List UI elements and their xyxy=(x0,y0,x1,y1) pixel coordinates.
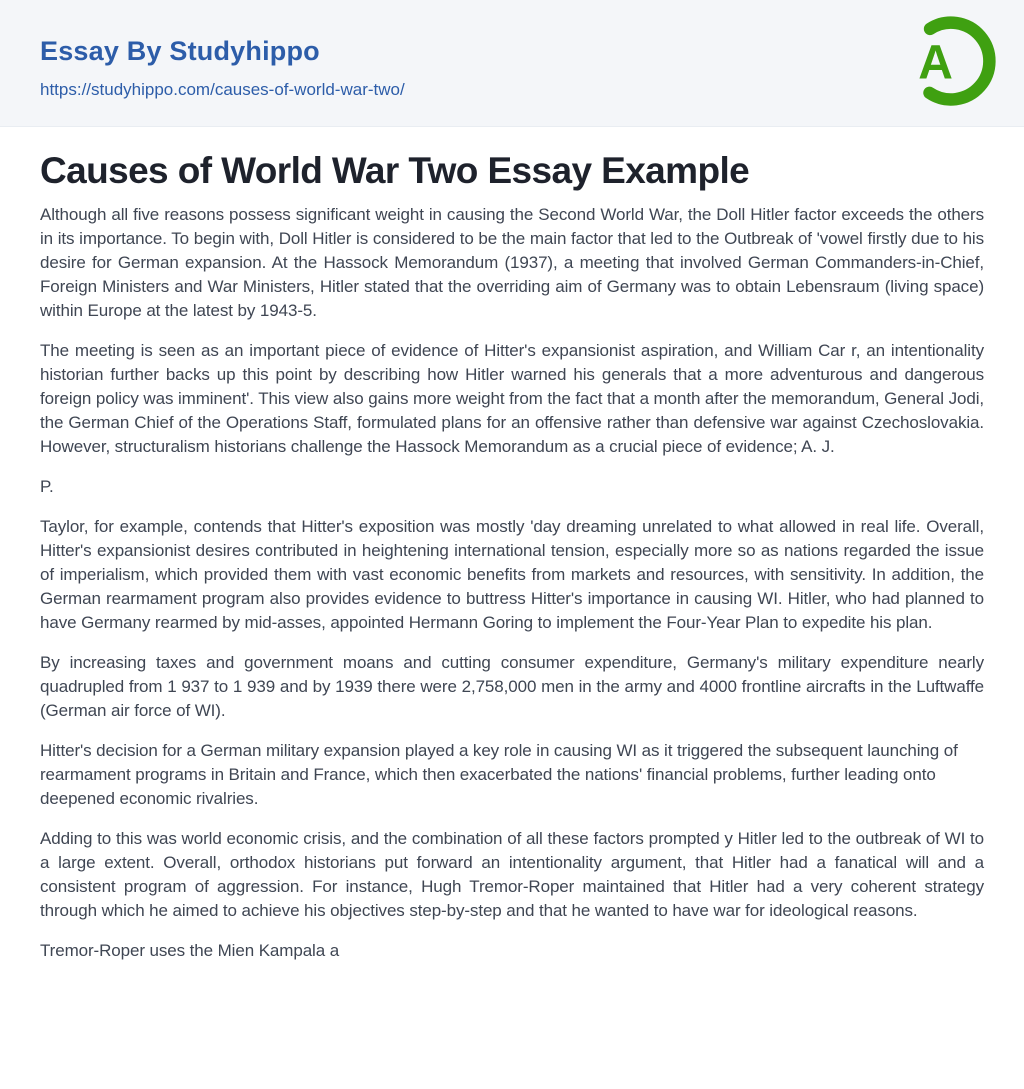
essay-paragraph: Adding to this was world economic crisis, and the combination of all these factors prompted y Hitler led to the outbreak of WI to a large extent. Overall, orthodox historians put forward an intentionality argument, that Hitler had a fanatical will and a consistent program of aggression. For instance, Hugh Tremor-Roper maintained that Hitler had a very coherent strategy through which he aimed to achieve his objectives step-by-step and that he wanted to have war for ideological reasons. xyxy=(40,829,984,920)
logo-letter: A xyxy=(918,36,953,90)
logo-svg xyxy=(903,13,999,109)
studyhippo-logo xyxy=(903,13,999,109)
site-title: Essay By Studyhippo xyxy=(40,36,320,66)
essay-paragraph: Although all five reasons possess significant weight in causing the Second World War, the Doll Hitler factor exceeds the others in its importance. To begin with, Doll Hitler is considered to be the main factor that led to the Outbreak of 'vowel firstly due to his desire for German expansion. At the Hassock Memorandum (1937), a meeting that involved German Commanders-in-Chief, Foreign Ministers and War Ministers, Hitler stated that the overriding aim of Germany was to obtain Lebensraum (living space) within Europe at the latest by 1943-5. xyxy=(40,205,984,320)
essay-paragraph: The meeting is seen as an important piece of evidence of Hitter's expansionist aspiration, and William Car r, an intentionality historian further backs up this point by describing how Hitler warned his generals that a more adventurous and dangerous foreign policy was imminent'. This view also gains more weight from the fact that a month after the memorandum, General Jodi, the German Chief of the Operations Staff, formulated plans for an offensive rather than defensive war against Czechoslovakia. However, structuralism historians challenge the Hassock Memorandum as a crucial piece of evidence; A. J. xyxy=(40,341,984,456)
page-url-link[interactable]: https://studyhippo.com/causes-of-world-war-two/ xyxy=(40,80,405,100)
essay-paragraph: P. xyxy=(40,477,54,496)
essay-content xyxy=(0,149,1024,963)
page-header xyxy=(0,0,1024,127)
essay-paragraph: Tremor-Roper uses the Mien Kampala a xyxy=(40,941,340,960)
essay-paragraph: Hitter's decision for a German military expansion played a key role in causing WI as it triggered the subsequent launching of rearmament programs in Britain and France, which then exacerbated the nations' financial problems, further leading onto deepened economic rivalries. xyxy=(40,741,958,808)
header-text-block xyxy=(40,36,1000,100)
article-title: Causes of World War Two Essay Example xyxy=(40,150,750,191)
essay-paragraph: Taylor, for example, contends that Hitter's exposition was mostly 'day dreaming unrelated to what allowed in real life. Overall, Hitter's expansionist desires contributed in heightening international tension, especially more so as nations regarded the issue of imperialism, which provided them with vast economic benefits from markets and resources, with sensitivity. In addition, the German rearmament program also provides evidence to buttress Hitter's importance in causing WI. Hitler, who had planned to have Germany rearmed by mid-asses, appointed Hermann Goring to implement the Four-Year Plan to expedite his plan. xyxy=(40,517,984,632)
essay-paragraph: By increasing taxes and government moans and cutting consumer expenditure, Germany's military expenditure nearly quadrupled from 1 937 to 1 939 and by 1939 there were 2,758,000 men in the army and 4000 frontline aircrafts in the Luftwaffe (German air force of WI). xyxy=(40,653,984,720)
